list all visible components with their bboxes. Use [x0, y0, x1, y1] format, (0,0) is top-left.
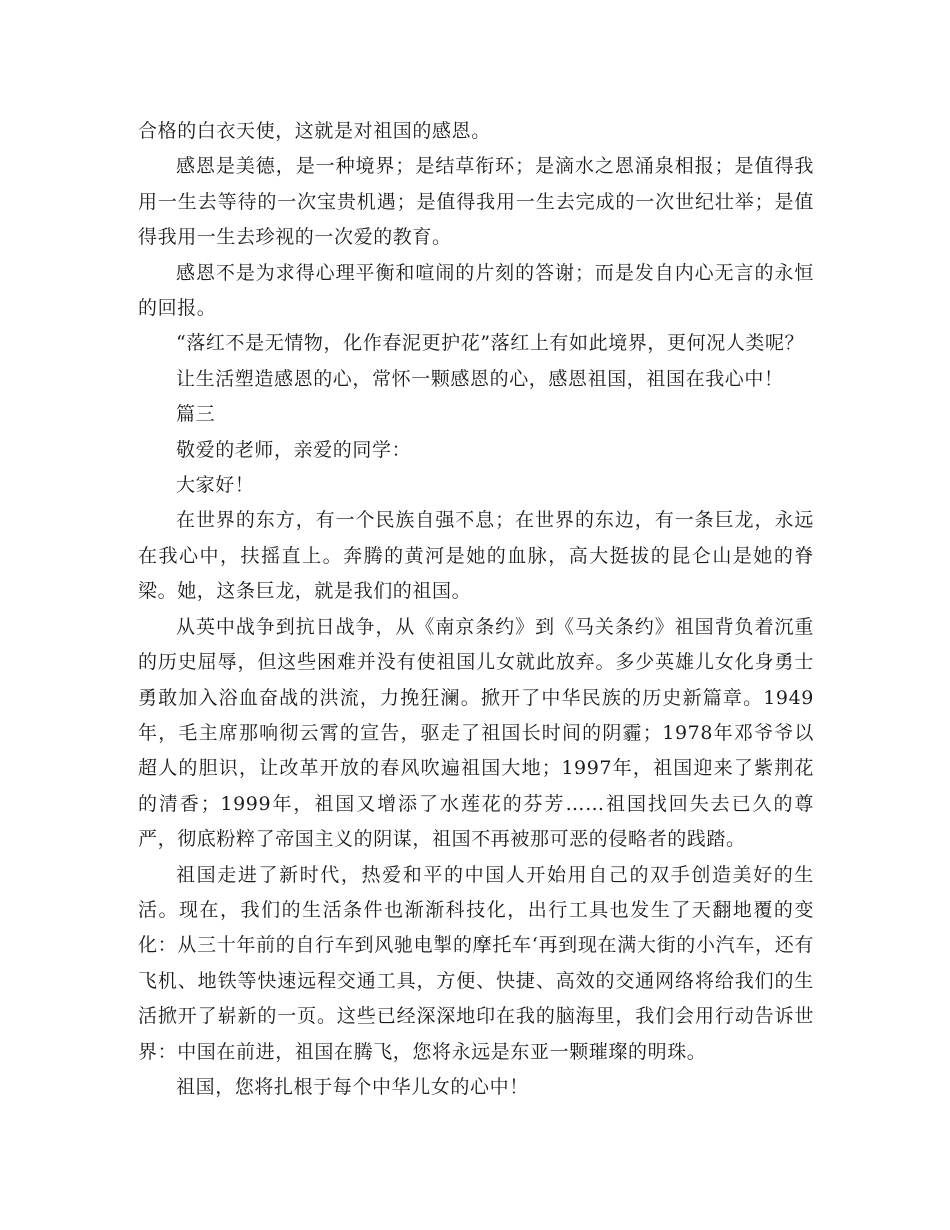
paragraph-4-quote: “落红不是无情物，化作春泥更护花”落红上有如此境界，更何况人类呢？	[176, 332, 805, 355]
closing-line: 祖国，您将扎根于每个中华儿女的心中！	[176, 1075, 529, 1098]
paragraph-1: 合格的白衣天使，这就是对祖国的感恩。	[138, 120, 491, 142]
paragraph-2: 感恩是美德，是一种境界；是结草衔环；是滴水之恩涌泉相报；是值得我用一生去等待的一次宝贵机遇；是值得我用一生去完成的一次世纪壮举；是值得我用一生去珍视的一次爱的教育。	[138, 155, 814, 249]
paragraph-5: 让生活塑造感恩的心，常怀一颗感恩的心，感恩祖国，祖国在我心中！	[176, 367, 784, 390]
paragraph-3: 感恩不是为求得心理平衡和喧闹的片刻的答谢；而是发自内心无言的永恒的回报。	[138, 261, 814, 320]
greeting: 大家好！	[176, 474, 255, 497]
paragraph-9: 在世界的东方，有一个民族自强不息；在世界的东边，有一条巨龙，永远在我心中，扶摇直上。奔腾的黄河是她的血脉，高大挺拔的昆仑山是她的脊梁。她，这条巨龙，就是我们的祖国。	[138, 509, 814, 603]
document-body	[138, 114, 814, 1105]
salutation: 敬爱的老师，亲爱的同学：	[176, 438, 412, 461]
paragraph-11: 祖国走进了新时代，热爱和平的中国人开始用自己的双手创造美好的生活。现在，我们的生活条件也渐渐科技化，出行工具也发生了天翻地覆的变化：从三十年前的自行车到风驰电掣的摩托车‘再到现在满大街的小汽车，还有飞机、地铁等快速远程交通工具，方便、快捷、高效的交通网络将给我们的生活掀开了崭新的一页。这些已经深深地印在我的脑海里，我们会用行动告诉世界：中国在前进，祖国在腾飞，您将永远是东亚一颗璀璨的明珠。	[138, 863, 814, 1063]
section-heading: 篇三	[176, 403, 216, 426]
paragraph-10: 从英中战争到抗日战争，从《南京条约》到《马关条约》祖国背负着沉重的历史屈辱，但这些困难并没有使祖国儿女就此放弃。多少英雄儿女化身勇士勇敢加入浴血奋战的洪流，力挽狂澜。掀开了中华民族的历史新篇章。1949年，毛主席那响彻云霄的宣告，驱走了祖国长时间的阴霾；1978年邓爷爷以超人的胆识，让改革开放的春风吹遍祖国大地；1997年，祖国迎来了紫荆花的清香；1999年，祖国又增添了水莲花的芬芳……祖国找回失去已久的尊严，彻底粉粹了帝国主义的阴谋，祖国不再被那可恶的侵略者的践踏。	[138, 615, 814, 851]
